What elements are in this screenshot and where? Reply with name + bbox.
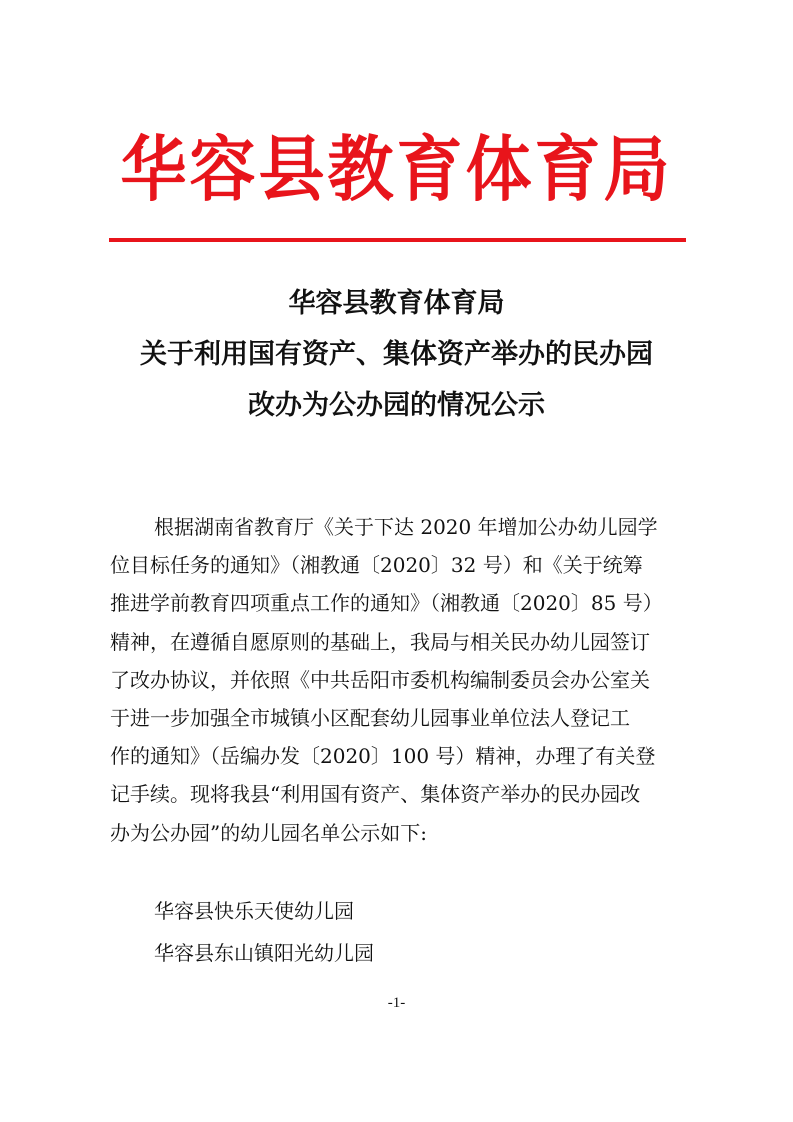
body-line: 根据湖南省教育厅《关于下达 2020 年增加公办幼儿园学 xyxy=(154,515,658,539)
title-line-1: 华容县教育体育局 xyxy=(288,288,505,319)
body-line: 于进一步加强全市城镇小区配套幼儿园事业单位法人登记工 xyxy=(110,705,630,730)
kindergarten-list xyxy=(154,890,374,974)
body-line: 作的通知》（岳编办发〔2020〕100 号）精神，办理了有关登 xyxy=(110,744,656,769)
kindergarten-list-item: 华容县东山镇阳光幼儿园 xyxy=(154,941,374,965)
body-line: 了改办协议，并依照《中共岳阳市委机构编制委员会办公室关 xyxy=(110,667,650,692)
body-line: 记手续。现将我县“利用国有资产、集体资产举办的民办园改 xyxy=(110,782,641,807)
body-line: 精神，在遵循自愿原则的基础上，我局与相关民办幼儿园签订 xyxy=(110,629,650,654)
body-line: 办为公办园”的幼儿园名单公示如下: xyxy=(110,820,427,845)
letterhead-red-rule xyxy=(109,238,686,242)
title-line-2: 关于利用国有资产、集体资产举办的民办园 xyxy=(140,339,653,370)
document-title xyxy=(0,278,793,431)
title-line-3: 改办为公办园的情况公示 xyxy=(248,390,545,421)
page-number: -1- xyxy=(387,995,406,1011)
body-line: 推进学前教育四项重点工作的通知》（湘教通〔2020〕85 号） xyxy=(110,591,663,616)
body-line: 位目标任务的通知》（湘教通〔2020〕32 号）和《关于统筹 xyxy=(110,553,643,578)
letterhead-org-name: 华容县教育体育局 xyxy=(120,127,673,212)
body-paragraph xyxy=(110,508,692,852)
kindergarten-list-item: 华容县快乐天使幼儿园 xyxy=(154,899,354,923)
